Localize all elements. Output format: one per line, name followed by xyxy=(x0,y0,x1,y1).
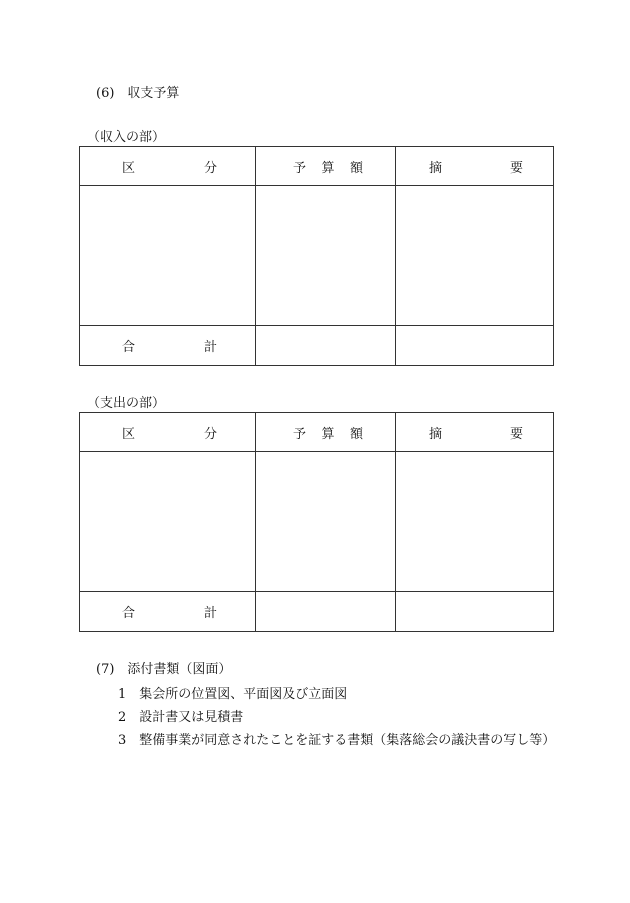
expense-header-row xyxy=(80,413,554,452)
attachment-item-3: 3 整備事業が同意されたことを証する書類（集落総会の議決書の写し等） xyxy=(118,733,556,748)
header-summary: 摘 要 xyxy=(396,147,554,186)
income-summary-cell xyxy=(396,186,554,326)
total-label: 合 計 xyxy=(80,326,256,366)
header-category: 区 分 xyxy=(80,147,256,186)
income-header-row xyxy=(80,147,554,186)
total-label: 合 計 xyxy=(80,592,256,632)
header-budget-amount: 予 算 額 xyxy=(256,147,396,186)
attachment-item-2: 2 設計書又は見積書 xyxy=(118,710,244,725)
income-amount-cell xyxy=(256,186,396,326)
expense-body-row xyxy=(80,452,554,592)
expense-total-summary xyxy=(396,592,554,632)
header-category: 区 分 xyxy=(80,413,256,452)
income-table xyxy=(79,146,554,366)
expense-amount-cell xyxy=(256,452,396,592)
expense-total-amount xyxy=(256,592,396,632)
section-6-title: (6) 収支予算 xyxy=(96,86,180,101)
expense-total-row xyxy=(80,592,554,632)
income-total-amount xyxy=(256,326,396,366)
expense-category-cell xyxy=(80,452,256,592)
expense-summary-cell xyxy=(396,452,554,592)
section-7-title: (7) 添付書類（図面） xyxy=(96,662,232,677)
header-budget-amount: 予 算 額 xyxy=(256,413,396,452)
income-total-summary xyxy=(396,326,554,366)
expense-table xyxy=(79,412,554,632)
income-caption: （収入の部） xyxy=(87,130,166,145)
expense-caption: （支出の部） xyxy=(87,396,166,411)
header-summary: 摘 要 xyxy=(396,413,554,452)
income-category-cell xyxy=(80,186,256,326)
income-body-row xyxy=(80,186,554,326)
income-total-row xyxy=(80,326,554,366)
attachment-item-1: 1 集会所の位置図、平面図及び立面図 xyxy=(118,687,348,702)
